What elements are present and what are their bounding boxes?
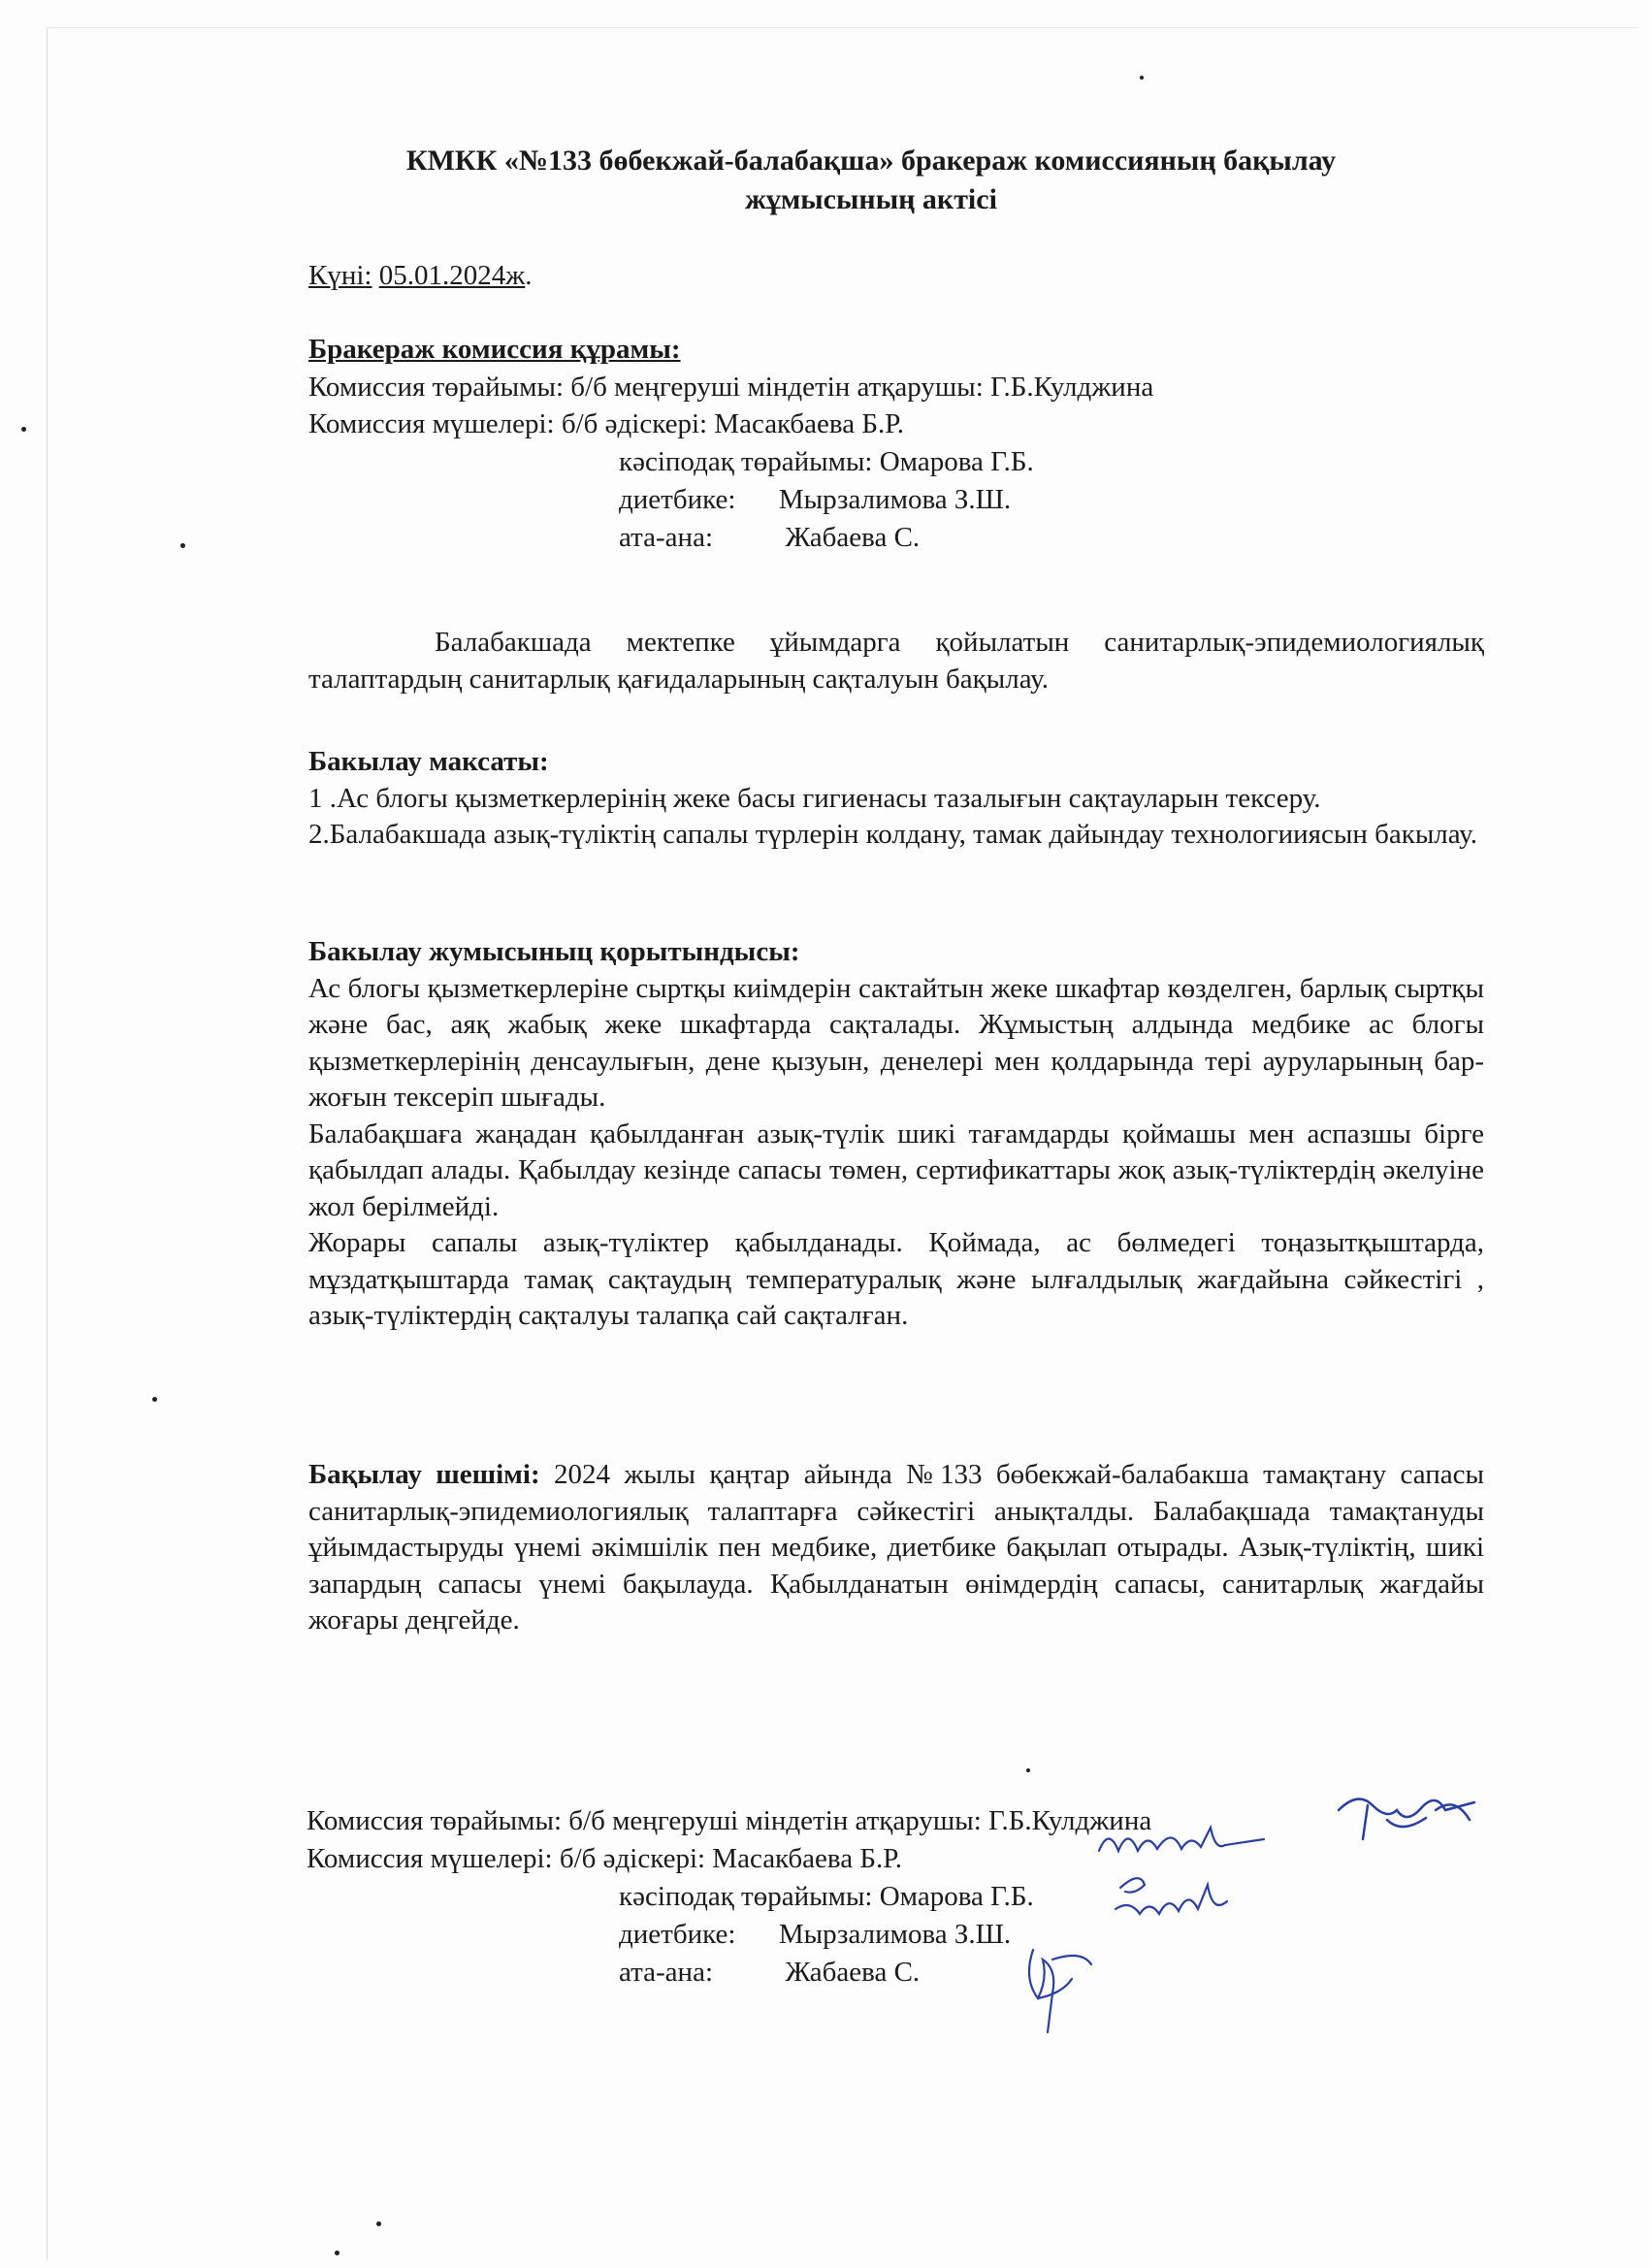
member-2-signature	[1111, 1870, 1237, 1948]
title-line-2: жұмысының актісі	[745, 183, 997, 215]
member-3-role: диетбике:	[619, 484, 736, 515]
decision-section	[308, 1457, 1484, 1639]
commission-members: Комиссия мүшелері: б/б әдіскері: Масакбаева Б.Р.	[308, 408, 905, 439]
commission-heading: Бракераж комиссия құрамы:	[308, 334, 681, 365]
decision-paragraph	[308, 1457, 1484, 1639]
member-4-name: Жабаева С.	[785, 522, 921, 553]
signature-member-3-role: диетбике:	[619, 1919, 736, 1950]
member-1-signature	[1094, 1822, 1269, 1865]
commission-chair: Комиссия төрайымы: б/б меңгеруші міндетін атқарушы: Г.Б.Кулджина	[308, 372, 1154, 403]
intro-paragraph	[308, 625, 1484, 697]
results-paragraph-2: Балабақшаға жаңадан қабылданған азық-түлік шикі тағамдарды қоймашы мен аспазшы бірге қабылдап алады. Қабылдау кезінде сапасы төмен, сертификаттары жоқ азық-түліктердің әкелуіне жол берілмейді.	[308, 1118, 1484, 1222]
commission-member-3	[619, 482, 1011, 517]
date-value: 05.01.2024ж	[378, 260, 526, 291]
signature-member-3	[619, 1917, 1011, 1952]
signature-member-4-role: ата-ана:	[619, 1957, 713, 1988]
signature-member-3-name: Мырзалимова З.Ш.	[778, 1919, 1012, 1950]
intro-text: Балабакшада мектепке ұйымдарга қойылатын санитарлық-эпидемиологиялық талаптардың санитарлық қағидаларының сақталуын бақылау.	[308, 627, 1484, 695]
goals-item-1: 1 .Ас блогы қызметкерлерінің жеке басы гигиенасы тазалығын сақтауларын тексеру.	[308, 782, 1321, 814]
scan-speck	[152, 1397, 157, 1402]
results-heading: Бакылау жумысыныц қорытындысы:	[308, 936, 800, 967]
signature-chair: Комиссия төрайымы: б/б меңгеруші міндетін атқарушы: Г.Б.Кулджина	[307, 1805, 1152, 1836]
results-paragraph-3: Жорары сапалы азық-түліктер қабылданады. Қоймада, ас бөлмедегі тоңазытқыштарда, мұздатқыштарда тамақ сақтаудың температуралық және ылғалдылық жағдайына сәйкестігі , азық-түліктердің сақталуы талапқа сай сақталған.	[308, 1227, 1484, 1331]
goals-item-2: 2.Балабакшада азық-түліктің сапалы түрлерін колдану, тамак дайындау технологииясын бакылау.	[308, 819, 1478, 850]
scan-speck	[1140, 76, 1144, 80]
scan-speck	[335, 2251, 340, 2255]
chair-signature	[1329, 1781, 1484, 1849]
signature-member-2: кәсіподақ төрайымы: Омарова Г.Б.	[619, 1881, 1034, 1912]
date-suffix: .	[525, 260, 533, 291]
member-4-role: ата-ана:	[619, 522, 713, 553]
results-section	[308, 934, 1484, 1335]
date-line	[308, 258, 533, 293]
member-3-name: Мырзалимова З.Ш.	[778, 484, 1012, 515]
decision-label: Бақылау шешімі:	[308, 1459, 540, 1490]
signature-member-4	[619, 1955, 920, 1990]
scan-speck	[21, 427, 26, 432]
signature-members: Комиссия мүшелері: б/б әдіскері: Масакбаева Б.Р.	[307, 1843, 903, 1874]
commission-member-2: кәсіподақ төрайымы: Омарова Г.Б.	[619, 446, 1034, 477]
goals-section	[308, 744, 1484, 854]
member-4-signature	[1014, 1940, 1101, 2037]
commission-member-4	[619, 520, 920, 555]
results-paragraph-1: Ас блогы қызметкерлеріне сыртқы киімдерін сактайтын жеке шкафтар көзделген, барлық сыртқы және бас, аяқ жабық жеке шкафтарда сақталады. Жұмыстың алдында медбике ас блогы қызметкерлерінің денсаулығын, дене қызуын, денелері мен қолдарында тері ауруларының бар-жоғын тексеріп шығады.	[308, 972, 1484, 1113]
scan-speck	[1026, 1768, 1030, 1772]
document-title	[308, 142, 1434, 219]
title-line-1: КМКК «№133 бөбекжай-балабақша» бракераж комиссияның бақылау	[405, 145, 1337, 177]
goals-heading: Бакылау максаты:	[308, 746, 549, 777]
signature-member-4-name: Жабаева С.	[785, 1957, 921, 1988]
decision-text: 2024 жылы қаңтар айында №133 бөбекжай-балабакша тамақтану сапасы санитарлық-эпидемиологиялық талаптарға сәйкестігі анықталды. Балабақшада тамақтануды ұйымдастыруды үнемі әкімшілік пен медбике, диетбике бақылап отырады. Азық-түліктің, шикі запардың сапасы үнемі бақылауда. Қабылданатын өнімдердің сапасы, санитарлық жағдайы жоғары деңгейде.	[308, 1459, 1484, 1636]
scan-speck	[376, 2221, 381, 2226]
scan-speck	[180, 543, 185, 548]
date-label: Күні:	[308, 260, 372, 291]
